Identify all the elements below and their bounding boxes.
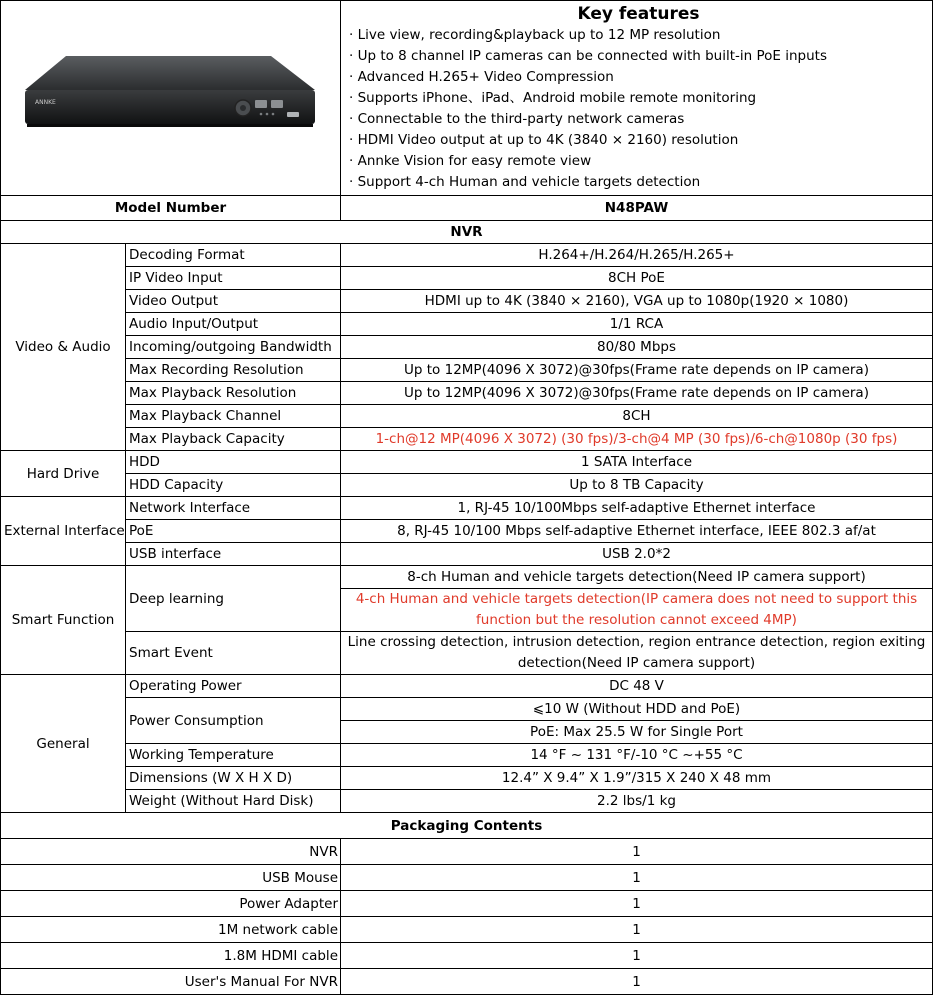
spec-label: Weight (Without Hard Disk): [126, 790, 341, 813]
spec-value: 1, RJ-45 10/100Mbps self-adaptive Ethernet interface: [341, 497, 933, 520]
spec-row: [1, 767, 933, 790]
packaging-row: [1, 943, 933, 969]
spec-label: IP Video Input: [126, 267, 341, 290]
spec-row: [1, 244, 933, 267]
spec-label: Deep learning: [126, 566, 341, 632]
spec-value: 8-ch Human and vehicle targets detection(Need IP camera support): [341, 566, 933, 589]
spec-value: Up to 8 TB Capacity: [341, 474, 933, 497]
spec-label: Video Output: [126, 290, 341, 313]
package-item-qty: 1: [341, 839, 933, 865]
spec-row: [1, 267, 933, 290]
spec-value: 12.4” X 9.4” X 1.9”/315 X 240 X 48 mm: [341, 767, 933, 790]
spec-row: [1, 543, 933, 566]
spec-row: [1, 474, 933, 497]
feature-item: · Supports iPhone、iPad、Android mobile remote monitoring: [349, 90, 757, 106]
spec-value: 8CH: [341, 405, 933, 428]
group-external-interface: External Interface: [1, 497, 126, 566]
packaging-row: [1, 865, 933, 891]
spec-label: Max Playback Capacity: [126, 428, 341, 451]
packaging-row: [1, 839, 933, 865]
spec-label: Max Playback Resolution: [126, 382, 341, 405]
product-image-cell: [1, 1, 341, 196]
spec-label: Network Interface: [126, 497, 341, 520]
spec-label: Power Consumption: [126, 698, 341, 744]
device-brand-logo: ANNKE: [34, 98, 56, 106]
spec-value: 80/80 Mbps: [341, 336, 933, 359]
spec-label: HDD Capacity: [126, 474, 341, 497]
spec-value: USB 2.0*2: [341, 543, 933, 566]
spec-row: [1, 313, 933, 336]
package-item-name: USB Mouse: [1, 865, 341, 891]
package-item-name: NVR: [1, 839, 341, 865]
spec-row: [1, 451, 933, 474]
feature-item: · Annke Vision for easy remote view: [349, 153, 592, 169]
package-item-name: User's Manual For NVR: [1, 969, 341, 995]
spec-value: DC 48 V: [341, 675, 933, 698]
spec-row: [1, 675, 933, 698]
spec-label: USB interface: [126, 543, 341, 566]
spec-label: Max Recording Resolution: [126, 359, 341, 382]
spec-value: 14 °F ~ 131 °F/-10 °C ~+55 °C: [341, 744, 933, 767]
spec-value: 8, RJ-45 10/100 Mbps self-adaptive Ethernet interface, IEEE 802.3 af/at: [341, 520, 933, 543]
spec-label: Incoming/outgoing Bandwidth: [126, 336, 341, 359]
spec-row: [1, 566, 933, 589]
section-title: NVR: [1, 221, 933, 244]
model-row: [1, 196, 933, 221]
model-label: Model Number: [1, 196, 341, 221]
package-item-name: Power Adapter: [1, 891, 341, 917]
key-features-title: Key features: [577, 4, 700, 24]
spec-row: [1, 698, 933, 721]
spec-value: HDMI up to 4K (3840 × 2160), VGA up to 1080p(1920 × 1080): [341, 290, 933, 313]
package-item-qty: 1: [341, 865, 933, 891]
spec-value: 8CH PoE: [341, 267, 933, 290]
group-general: General: [1, 675, 126, 813]
package-item-qty: 1: [341, 917, 933, 943]
spec-row: [1, 428, 933, 451]
spec-row: [1, 405, 933, 428]
spec-row: [1, 497, 933, 520]
spec-value: H.264+/H.264/H.265/H.265+: [341, 244, 933, 267]
section-header-row: [1, 221, 933, 244]
spec-label: Operating Power: [126, 675, 341, 698]
group-hard-drive: Hard Drive: [1, 451, 126, 497]
spec-value-highlight: 1-ch@12 MP(4096 X 3072) (30 fps)/3-ch@4 MP (30 fps)/6-ch@1080p (30 fps): [341, 428, 933, 451]
model-value: N48PAW: [341, 196, 933, 221]
spec-row: [1, 744, 933, 767]
spec-value: Up to 12MP(4096 X 3072)@30fps(Frame rate depends on IP camera): [341, 359, 933, 382]
key-features-row: [1, 1, 933, 196]
packaging-row: [1, 917, 933, 943]
feature-item: · Connectable to the third-party network cameras: [349, 111, 685, 127]
feature-item: · Up to 8 channel IP cameras can be connected with built-in PoE inputs: [349, 48, 827, 64]
package-item-name: 1.8M HDMI cable: [1, 943, 341, 969]
feature-item: · Support 4-ch Human and vehicle targets detection: [349, 174, 701, 190]
spec-row: [1, 382, 933, 405]
feature-item: · Live view, recording&playback up to 12 MP resolution: [349, 27, 721, 43]
spec-row: [1, 359, 933, 382]
spec-label: PoE: [126, 520, 341, 543]
package-item-qty: 1: [341, 969, 933, 995]
spec-row: [1, 520, 933, 543]
spec-row: [1, 336, 933, 359]
spec-label: Dimensions (W X H X D): [126, 767, 341, 790]
key-features-cell: [341, 1, 933, 196]
spec-label: Max Playback Channel: [126, 405, 341, 428]
spec-value: PoE: Max 25.5 W for Single Port: [341, 721, 933, 744]
packaging-row: [1, 969, 933, 995]
group-video-audio: Video & Audio: [1, 244, 126, 451]
spec-value-highlight: 4-ch Human and vehicle targets detection(IP camera does not need to support this function but the resolution cannot exceed 4MP): [341, 589, 933, 632]
feature-item: · HDMI Video output at up to 4K (3840 × 2160) resolution: [349, 132, 739, 148]
spec-value: Up to 12MP(4096 X 3072)@30fps(Frame rate depends on IP camera): [341, 382, 933, 405]
nvr-device-image: [21, 50, 321, 140]
spec-value: 1 SATA Interface: [341, 451, 933, 474]
group-smart-function: Smart Function: [1, 566, 126, 675]
package-item-name: 1M network cable: [1, 917, 341, 943]
spec-value: Line crossing detection, intrusion detection, region entrance detection, region exiting detection(Need IP camera support): [341, 632, 933, 675]
spec-label: Audio Input/Output: [126, 313, 341, 336]
spec-value: ⩽10 W (Without HDD and PoE): [341, 698, 933, 721]
spec-row: [1, 790, 933, 813]
package-item-qty: 1: [341, 943, 933, 969]
packaging-title: Packaging Contents: [1, 813, 933, 839]
spec-row: [1, 632, 933, 675]
packaging-row: [1, 891, 933, 917]
spec-value: 2.2 lbs/1 kg: [341, 790, 933, 813]
spec-row: [1, 290, 933, 313]
spec-value: 1/1 RCA: [341, 313, 933, 336]
packaging-header-row: [1, 813, 933, 839]
feature-item: · Advanced H.265+ Video Compression: [349, 69, 614, 85]
spec-label: HDD: [126, 451, 341, 474]
spec-label: Smart Event: [126, 632, 341, 675]
spec-label: Working Temperature: [126, 744, 341, 767]
package-item-qty: 1: [341, 891, 933, 917]
spec-label: Decoding Format: [126, 244, 341, 267]
